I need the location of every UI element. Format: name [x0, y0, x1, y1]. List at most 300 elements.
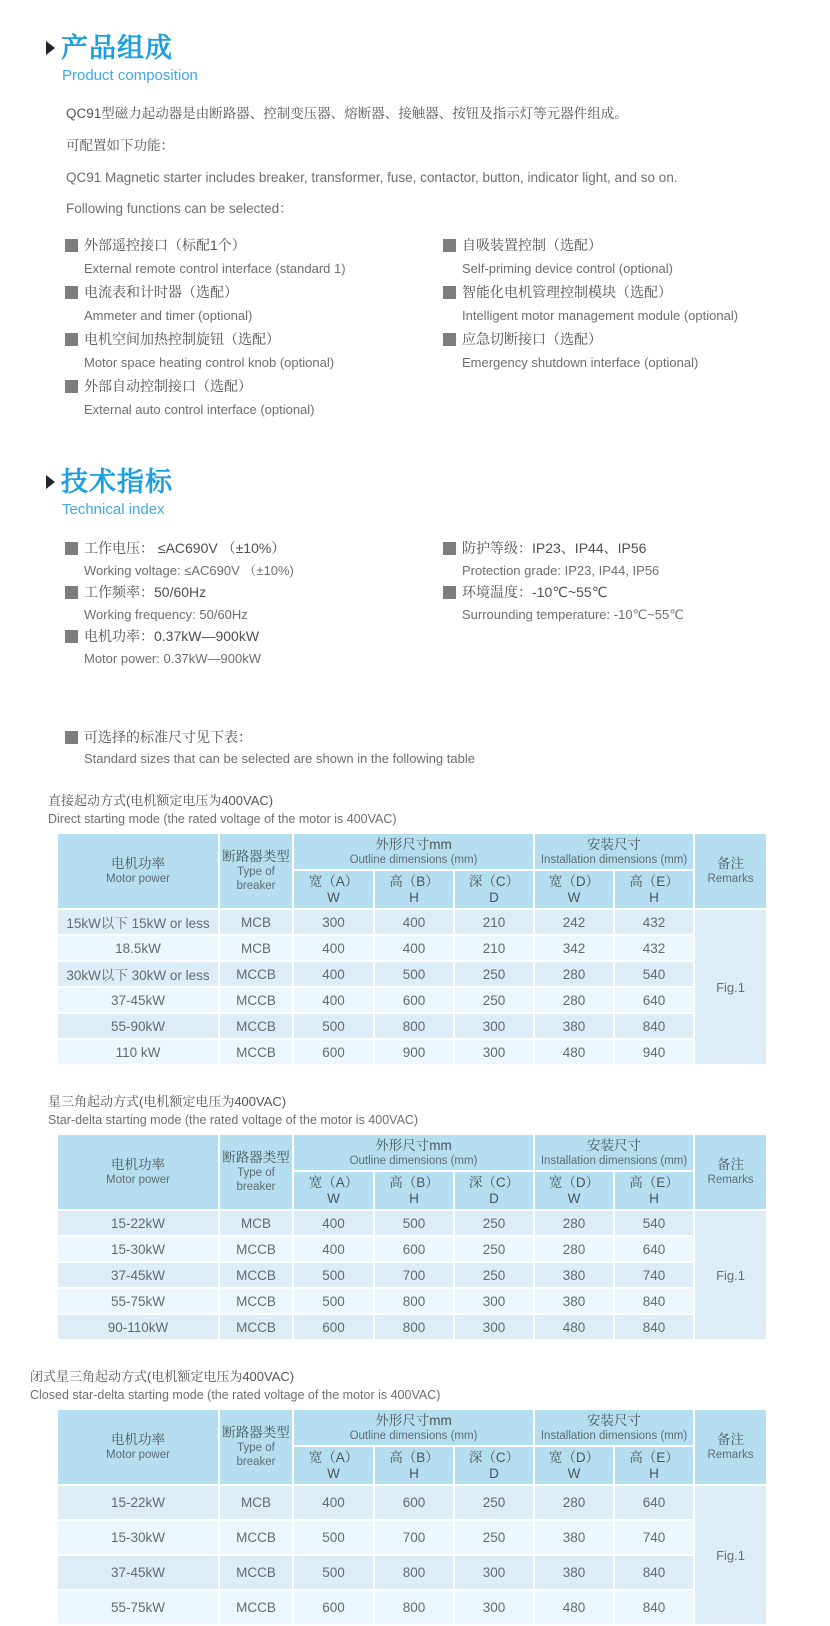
- col-header-remarks: [694, 833, 767, 909]
- breaker-type-cell: MCCB: [219, 1262, 293, 1288]
- breaker-type-cell: MCCB: [219, 961, 293, 987]
- motor-power-cell: 55-90kW: [57, 1013, 219, 1039]
- item-text-en: Ammeter and timer (optional): [84, 308, 253, 324]
- section-title-zh: 产品组成: [61, 33, 173, 63]
- feature-columns: [65, 234, 768, 422]
- subcol-width-d: [534, 1446, 614, 1485]
- motor-power-cell: 15-22kW: [57, 1485, 219, 1520]
- dimension-cell: 280: [534, 961, 614, 987]
- spec-columns: [65, 538, 768, 670]
- dimension-cell: 280: [534, 1485, 614, 1520]
- dimension-tables: [30, 792, 768, 1626]
- item-text-zh: 电流表和计时器（选配）: [84, 284, 238, 301]
- col-header-installation-dimensions: [534, 1409, 694, 1446]
- subcol-height-e: [614, 1446, 694, 1485]
- item-line-zh: [65, 538, 443, 560]
- dimension-cell: 640: [614, 1236, 694, 1262]
- bullet-square-icon: [65, 542, 78, 555]
- dimension-cell: 380: [534, 1288, 614, 1314]
- dimension-cell: 300: [454, 1555, 534, 1590]
- header-text-zh: 电机功率: [111, 1432, 165, 1448]
- subcol-height-b: [374, 1171, 454, 1210]
- intro-paragraphs: [56, 104, 768, 221]
- header-text-en: Remarks: [707, 1174, 754, 1187]
- breaker-type-cell: MCCB: [219, 987, 293, 1013]
- dimensions-table: [56, 1408, 768, 1626]
- item-text-zh: 智能化电机管理控制模块（选配）: [462, 284, 672, 301]
- item-text-en: Intelligent motor management module (optional): [462, 308, 739, 324]
- header-text-en: Remarks: [707, 1449, 754, 1462]
- subheader-letter: W: [327, 1190, 340, 1206]
- breaker-type-cell: MCCB: [219, 1013, 293, 1039]
- header-text-en: Motor power: [106, 1174, 170, 1187]
- intro-line: QC91型磁力起动器是由断路器、控制变压器、熔断器、接触器、按钮及指示灯等元器件组成。: [66, 105, 628, 121]
- specs-right-column: [443, 538, 768, 670]
- col-header-breaker-type: [219, 833, 293, 909]
- item-line-zh: [443, 582, 768, 604]
- item-text-en: Emergency shutdown interface (optional): [462, 355, 699, 371]
- dimension-cell: 640: [614, 1485, 694, 1520]
- subheader-zh: 高（B）: [389, 873, 439, 889]
- dimension-cell: 900: [374, 1039, 454, 1065]
- subheader-letter: D: [489, 1190, 499, 1206]
- subheader-zh: 高（E）: [629, 1174, 679, 1190]
- list-item: [443, 281, 768, 327]
- dimension-cell: 380: [534, 1262, 614, 1288]
- dimension-cell: 400: [293, 987, 374, 1013]
- breaker-type-cell: MCB: [219, 909, 293, 935]
- dimension-cell: 500: [293, 1520, 374, 1555]
- col-header-breaker-type: [219, 1409, 293, 1485]
- breaker-type-cell: MCCB: [219, 1236, 293, 1262]
- header-text-zh: 电机功率: [111, 856, 165, 872]
- dimension-cell: 280: [534, 1210, 614, 1236]
- header-text-zh: 断路器类型: [222, 1150, 290, 1166]
- subcol-width-a: [293, 1171, 374, 1210]
- list-item: [443, 234, 768, 280]
- subheader-letter: H: [409, 1465, 419, 1481]
- col-header-outline-dimensions: [293, 1134, 534, 1171]
- subheader-letter: W: [327, 889, 340, 905]
- bullet-square-icon: [443, 586, 456, 599]
- item-text-zh: 工作频率：50/60Hz: [84, 584, 207, 601]
- motor-power-cell: 15kW以下 15kW or less: [57, 909, 219, 935]
- subcol-height-e: [614, 870, 694, 909]
- header-text-en: Remarks: [707, 873, 754, 886]
- dimension-cell: 800: [374, 1314, 454, 1340]
- header-text-zh: 备注: [717, 1432, 745, 1448]
- dimension-cell: 700: [374, 1262, 454, 1288]
- table-body: [57, 1485, 767, 1625]
- dimension-cell: 600: [374, 1236, 454, 1262]
- motor-power-cell: 55-75kW: [57, 1590, 219, 1625]
- header-text-en: Installation dimensions (mm): [540, 853, 688, 866]
- bullet-square-icon: [65, 333, 78, 346]
- section-heading: [46, 468, 768, 498]
- subheader-zh: 宽（A）: [308, 873, 359, 889]
- table-row: [57, 1590, 767, 1625]
- bullet-square-icon: [65, 286, 78, 299]
- dimension-cell: 840: [614, 1013, 694, 1039]
- subcol-width-a: [293, 1446, 374, 1485]
- list-item: [65, 328, 443, 374]
- subheader-zh: 高（B）: [389, 1449, 439, 1465]
- dimension-cell: 840: [614, 1590, 694, 1625]
- header-text-zh: 安装尺寸: [587, 1137, 642, 1153]
- dimension-cell: 740: [614, 1520, 694, 1555]
- item-text-en: Surrounding temperature: -10℃~55℃: [462, 606, 684, 622]
- table-body: [57, 1210, 767, 1340]
- table-row: [57, 1555, 767, 1590]
- subheader-letter: H: [649, 889, 659, 905]
- list-item: [65, 375, 443, 421]
- item-line-zh: [443, 538, 768, 560]
- table-row: [57, 961, 767, 987]
- col-header-remarks: [694, 1409, 767, 1485]
- item-text-en: Self-priming device control (optional): [462, 261, 673, 277]
- item-text-zh: 电机空间加热控制旋钮（选配）: [84, 331, 280, 348]
- item-line-zh: [65, 281, 443, 304]
- dimension-cell: 500: [293, 1288, 374, 1314]
- breaker-type-cell: MCB: [219, 935, 293, 961]
- motor-power-cell: 37-45kW: [57, 987, 219, 1013]
- intro-line: QC91 Magnetic starter includes breaker, transformer, fuse, contactor, button, indicator light, and so on.: [66, 169, 678, 185]
- header-text-en: Type of breaker: [236, 866, 276, 893]
- item-text-en: Working frequency: 50/60Hz: [84, 606, 248, 622]
- table-row: [57, 1520, 767, 1555]
- dimension-cell: 840: [614, 1555, 694, 1590]
- dimension-cell: 800: [374, 1288, 454, 1314]
- subheader-zh: 深（C）: [468, 1174, 520, 1190]
- header-text-zh: 外形尺寸mm: [375, 836, 452, 852]
- table-row: [57, 1485, 767, 1520]
- bullet-square-icon: [443, 286, 456, 299]
- subheader-zh: 高（E）: [629, 873, 679, 889]
- header-text-zh: 电机功率: [111, 1157, 165, 1173]
- item-text-en: Motor power: 0.37kW—900kW: [84, 650, 262, 666]
- dimension-cell: 840: [614, 1288, 694, 1314]
- subheader-zh: 宽（A）: [308, 1449, 359, 1465]
- table-title-en: Direct starting mode (the rated voltage of the motor is 400VAC): [48, 812, 397, 827]
- dimension-cell: 540: [614, 1210, 694, 1236]
- bullet-square-icon: [65, 239, 78, 252]
- header-text-en: Motor power: [106, 1449, 170, 1462]
- dimension-cell: 380: [534, 1013, 614, 1039]
- table-row: [57, 935, 767, 961]
- col-header-outline-dimensions: [293, 833, 534, 870]
- table-row: [57, 1210, 767, 1236]
- col-header-outline-dimensions: [293, 1409, 534, 1446]
- table-title-zh: 闭式星三角起动方式(电机额定电压为400VAC): [30, 1369, 295, 1385]
- dimension-cell: 800: [374, 1013, 454, 1039]
- subheader-zh: 宽（D）: [548, 1449, 600, 1465]
- col-header-installation-dimensions: [534, 833, 694, 870]
- list-item: [65, 281, 443, 327]
- motor-power-cell: 37-45kW: [57, 1555, 219, 1590]
- dimension-cell: 400: [293, 961, 374, 987]
- section-product-composition: [56, 34, 768, 422]
- size-table-block: [48, 792, 768, 1066]
- subheader-letter: D: [489, 1465, 499, 1481]
- motor-power-cell: 37-45kW: [57, 1262, 219, 1288]
- table-head: [57, 1134, 767, 1210]
- breaker-type-cell: MCCB: [219, 1520, 293, 1555]
- subcol-width-d: [534, 1171, 614, 1210]
- subcol-height-b: [374, 870, 454, 909]
- header-text-en: Outline dimensions (mm): [349, 1429, 478, 1442]
- dimension-cell: 300: [454, 1039, 534, 1065]
- item-line-zh: [65, 582, 443, 604]
- dimension-cell: 210: [454, 935, 534, 961]
- motor-power-cell: 110 kW: [57, 1039, 219, 1065]
- item-line-zh: [65, 626, 443, 648]
- item-text-en: External auto control interface (optional): [84, 402, 315, 418]
- header-text-en: Motor power: [106, 873, 170, 886]
- dimension-cell: 300: [454, 1314, 534, 1340]
- subheader-letter: W: [327, 1465, 340, 1481]
- table-row: [57, 1262, 767, 1288]
- table-row: [57, 1236, 767, 1262]
- dimension-cell: 500: [374, 961, 454, 987]
- subheader-zh: 高（B）: [389, 1174, 439, 1190]
- size-table-block: [48, 1093, 768, 1341]
- table-title-zh: 直接起动方式(电机额定电压为400VAC): [48, 793, 274, 809]
- header-text-en: Outline dimensions (mm): [349, 1154, 478, 1167]
- bullet-square-icon: [65, 630, 78, 643]
- subheader-letter: H: [649, 1465, 659, 1481]
- item-text-zh: 应急切断接口（选配）: [462, 331, 602, 348]
- header-text-zh: 断路器类型: [222, 849, 290, 865]
- dimension-cell: 400: [374, 935, 454, 961]
- dimension-cell: 600: [374, 1485, 454, 1520]
- item-text-en: External remote control interface (standard 1): [84, 261, 346, 277]
- dimension-cell: 250: [454, 987, 534, 1013]
- dimension-cell: 400: [293, 1210, 374, 1236]
- item-text-zh: 电机功率：0.37kW—900kW: [84, 628, 260, 645]
- item-text-en: Protection grade: IP23, IP44, IP56: [462, 562, 660, 578]
- bullet-square-icon: [443, 239, 456, 252]
- dimension-cell: 600: [293, 1590, 374, 1625]
- dimension-cell: 600: [293, 1314, 374, 1340]
- breaker-type-cell: MCCB: [219, 1314, 293, 1340]
- specs-left-column: [65, 538, 443, 670]
- table-head: [57, 1409, 767, 1485]
- dimension-cell: 242: [534, 909, 614, 935]
- subheader-letter: D: [489, 889, 499, 905]
- dimension-cell: 640: [614, 987, 694, 1013]
- dimension-cell: 800: [374, 1590, 454, 1625]
- dimension-cell: 300: [454, 1013, 534, 1039]
- subcol-height-b: [374, 1446, 454, 1485]
- header-text-en: Outline dimensions (mm): [349, 853, 478, 866]
- section-technical-index: [56, 468, 768, 670]
- triangle-bullet-icon: [46, 41, 55, 55]
- subheader-zh: 深（C）: [468, 873, 520, 889]
- item-text-zh: 防护等级：IP23、IP44、IP56: [462, 540, 647, 557]
- remark-cell: Fig.1: [694, 1485, 767, 1625]
- item-line-zh: [65, 375, 443, 398]
- table-row: [57, 1013, 767, 1039]
- breaker-type-cell: MCCB: [219, 1555, 293, 1590]
- dimension-cell: 740: [614, 1262, 694, 1288]
- dimension-cell: 400: [293, 935, 374, 961]
- col-header-breaker-type: [219, 1134, 293, 1210]
- dimension-cell: 342: [534, 935, 614, 961]
- item-text-en: Motor space heating control knob (optional): [84, 355, 335, 371]
- header-row-1: [57, 1409, 767, 1446]
- table-title-zh: 星三角起动方式(电机额定电压为400VAC): [48, 1094, 287, 1110]
- dimension-cell: 250: [454, 1236, 534, 1262]
- bullet-square-icon: [443, 333, 456, 346]
- table-row: [57, 1288, 767, 1314]
- subcol-depth-c: [454, 1446, 534, 1485]
- item-text-zh: 环境温度：-10℃~55℃: [462, 584, 608, 601]
- subcol-height-e: [614, 1171, 694, 1210]
- motor-power-cell: 15-30kW: [57, 1236, 219, 1262]
- item-line-zh: [65, 234, 443, 257]
- table-row: [57, 1039, 767, 1065]
- motor-power-cell: 15-30kW: [57, 1520, 219, 1555]
- header-row-1: [57, 1134, 767, 1171]
- bullet-square-icon: [65, 586, 78, 599]
- subheader-zh: 宽（A）: [308, 1174, 359, 1190]
- dimensions-table: [56, 1133, 768, 1341]
- header-text-zh: 断路器类型: [222, 1425, 290, 1441]
- dimension-cell: 600: [374, 987, 454, 1013]
- table-title-en: Closed star-delta starting mode (the rated voltage of the motor is 400VAC): [30, 1388, 441, 1403]
- dimension-cell: 840: [614, 1314, 694, 1340]
- header-text-en: Installation dimensions (mm): [540, 1154, 688, 1167]
- header-text-zh: 外形尺寸mm: [375, 1137, 452, 1153]
- item-line-zh: [443, 328, 768, 351]
- subheader-zh: 宽（D）: [548, 1174, 600, 1190]
- dimension-cell: 300: [454, 1590, 534, 1625]
- dimension-cell: 500: [293, 1013, 374, 1039]
- intro-line: Following functions can be selected：: [66, 201, 293, 217]
- list-item: [65, 626, 443, 669]
- list-item: [65, 234, 443, 280]
- note-text-en: Standard sizes that can be selected are shown in the following table: [84, 751, 475, 767]
- dimension-cell: 800: [374, 1555, 454, 1590]
- item-text-zh: 自吸装置控制（选配）: [462, 237, 602, 254]
- section-title-zh: 技术指标: [61, 467, 173, 498]
- dimension-cell: 250: [454, 961, 534, 987]
- dimension-cell: 250: [454, 1485, 534, 1520]
- remark-cell: Fig.1: [694, 1210, 767, 1340]
- subheader-letter: W: [567, 1465, 581, 1481]
- note-text-zh: 可选择的标准尺寸见下表：: [84, 729, 252, 746]
- dimension-cell: 500: [293, 1262, 374, 1288]
- table-row: [57, 1314, 767, 1340]
- triangle-bullet-icon: [46, 475, 55, 489]
- item-text-zh: 外部自动控制接口（选配）: [84, 378, 252, 395]
- table-head: [57, 833, 767, 909]
- item-text-zh: 外部遥控接口（标配1个）: [84, 237, 246, 254]
- header-text-en: Installation dimensions (mm): [540, 1429, 688, 1442]
- dimension-cell: 432: [614, 935, 694, 961]
- col-header-installation-dimensions: [534, 1134, 694, 1171]
- item-line-zh: [443, 281, 768, 304]
- motor-power-cell: 55-75kW: [57, 1288, 219, 1314]
- col-header-remarks: [694, 1134, 767, 1210]
- note-line-zh: [65, 726, 768, 748]
- subcol-depth-c: [454, 870, 534, 909]
- dimension-cell: 210: [454, 909, 534, 935]
- dimension-cell: 400: [293, 1485, 374, 1520]
- subheader-zh: 宽（D）: [548, 873, 600, 889]
- dimension-cell: 500: [293, 1555, 374, 1590]
- col-header-motor-power: [57, 1134, 219, 1210]
- dimension-cell: 250: [454, 1520, 534, 1555]
- dimension-cell: 400: [293, 1236, 374, 1262]
- bullet-square-icon: [443, 542, 456, 555]
- list-item: [443, 328, 768, 374]
- header-text-en: Type of breaker: [236, 1167, 276, 1194]
- subheader-letter: W: [567, 1190, 581, 1206]
- col-header-motor-power: [57, 833, 219, 909]
- dimension-cell: 300: [454, 1288, 534, 1314]
- features-left-column: [65, 234, 443, 422]
- header-row-1: [57, 833, 767, 870]
- header-text-zh: 备注: [717, 1157, 745, 1173]
- dimension-cell: 380: [534, 1555, 614, 1590]
- dimension-cell: 300: [293, 909, 374, 935]
- dimension-cell: 480: [534, 1314, 614, 1340]
- breaker-type-cell: MCCB: [219, 1288, 293, 1314]
- breaker-type-cell: MCB: [219, 1485, 293, 1520]
- subheader-zh: 高（E）: [629, 1449, 679, 1465]
- bullet-square-icon: [65, 731, 78, 744]
- size-table-block: [30, 1368, 768, 1626]
- item-text-en: Working voltage: ≤AC690V （±10%): [84, 562, 294, 578]
- remark-cell: Fig.1: [694, 909, 767, 1065]
- header-text-zh: 安装尺寸: [587, 836, 642, 852]
- subcol-depth-c: [454, 1171, 534, 1210]
- dimension-cell: 600: [293, 1039, 374, 1065]
- item-line-zh: [65, 328, 443, 351]
- dimension-cell: 400: [374, 909, 454, 935]
- subheader-letter: W: [567, 889, 581, 905]
- standard-sizes-note: [65, 726, 768, 770]
- table-title-en: Star-delta starting mode (the rated voltage of the motor is 400VAC): [48, 1113, 419, 1128]
- breaker-type-cell: MCCB: [219, 1590, 293, 1625]
- intro-line: 可配置如下功能：: [66, 137, 174, 153]
- header-text-zh: 安装尺寸: [587, 1412, 642, 1428]
- col-header-motor-power: [57, 1409, 219, 1485]
- motor-power-cell: 18.5kW: [57, 935, 219, 961]
- subheader-zh: 深（C）: [468, 1449, 520, 1465]
- header-text-zh: 外形尺寸mm: [375, 1412, 452, 1428]
- breaker-type-cell: MCCB: [219, 1039, 293, 1065]
- list-item: [443, 538, 768, 581]
- features-right-column: [443, 234, 768, 422]
- subheader-letter: H: [649, 1190, 659, 1206]
- dimension-cell: 280: [534, 1236, 614, 1262]
- motor-power-cell: 90-110kW: [57, 1314, 219, 1340]
- subcol-width-a: [293, 870, 374, 909]
- header-text-zh: 备注: [717, 856, 745, 872]
- dimension-cell: 250: [454, 1210, 534, 1236]
- dimension-cell: 500: [374, 1210, 454, 1236]
- dimension-cell: 280: [534, 987, 614, 1013]
- motor-power-cell: 30kW以下 30kW or less: [57, 961, 219, 987]
- dimension-cell: 940: [614, 1039, 694, 1065]
- dimension-cell: 380: [534, 1520, 614, 1555]
- section-title-en: Technical index: [62, 501, 165, 519]
- header-text-en: Type of breaker: [236, 1442, 276, 1469]
- subheader-letter: H: [409, 889, 419, 905]
- list-item: [443, 582, 768, 625]
